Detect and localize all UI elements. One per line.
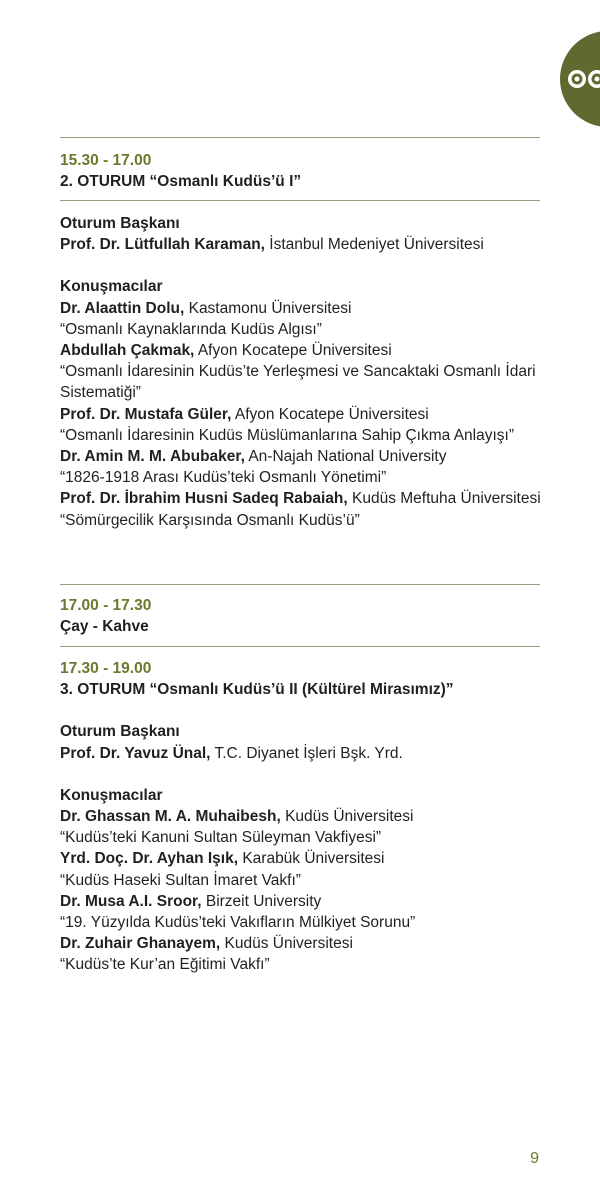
chair-heading: Oturum Başkanı <box>60 215 180 232</box>
speaker <box>60 446 550 488</box>
break-title: Çay - Kahve <box>60 618 149 636</box>
speaker <box>60 891 550 933</box>
break <box>60 595 550 637</box>
speaker-affiliation: Karabük Üniversitesi <box>238 850 385 868</box>
speaker <box>60 404 550 446</box>
speaker <box>60 806 550 848</box>
talk-title: “1826-1918 Arası Kudüs’teki Osmanlı Yönetimi” <box>60 469 387 487</box>
session-3 <box>60 658 550 976</box>
chair-name: Prof. Dr. Yavuz Ünal, <box>60 744 211 762</box>
chair-affiliation: T.C. Diyanet İşleri Bşk. Yrd. <box>210 744 403 762</box>
page-number: 9 <box>530 1150 539 1167</box>
speaker-affiliation: Kudüs Meftuha Üniversitesi <box>347 490 541 508</box>
speakers-heading: Konuşmacılar <box>60 278 163 296</box>
talk-title: “Osmanlı İdaresinin Kudüs’te Yerleşmesi ve Sancaktaki Osmanlı İdari Sistematiği” <box>60 363 536 402</box>
chair <box>60 743 550 764</box>
speaker-name: Dr. Musa A.I. Sroor, <box>60 892 202 910</box>
talk-title: “Kudüs Haseki Sultan İmaret Vakfı” <box>60 871 301 889</box>
talk-title: “Sömürgecilik Karşısında Osmanlı Kudüs’ü” <box>60 511 360 529</box>
speaker <box>60 340 550 404</box>
speaker-affiliation: Kastamonu Üniversitesi <box>184 299 352 317</box>
talk-title: “Osmanlı İdaresinin Kudüs Müslümanlarına Sahip Çıkma Anlayışı” <box>60 426 515 444</box>
speakers-heading: Konuşmacılar <box>60 786 163 804</box>
divider <box>60 200 540 201</box>
speaker <box>60 488 550 530</box>
speaker-name: Prof. Dr. Mustafa Güler, <box>60 405 232 423</box>
session-time: 15.30 - 17.00 <box>60 152 152 169</box>
speaker-affiliation: Kudüs Üniversitesi <box>280 808 414 826</box>
chair-affiliation: İstanbul Medeniyet Üniversitesi <box>264 236 484 254</box>
session-2-details <box>60 213 550 531</box>
chair-name: Prof. Dr. Lütfullah Karaman, <box>60 236 265 254</box>
speaker-affiliation: Afyon Kocatepe Üniversitesi <box>231 405 429 423</box>
speaker-name: Abdullah Çakmak, <box>60 342 195 360</box>
speaker <box>60 848 550 890</box>
break-time: 17.00 - 17.30 <box>60 597 152 614</box>
speaker-affiliation: Birzeit University <box>201 892 322 910</box>
talk-title: “Kudüs’teki Kanuni Sultan Süleyman Vakfiyesi” <box>60 829 382 847</box>
speaker-name: Dr. Alaattin Dolu, <box>60 299 185 317</box>
speaker-affiliation: Afyon Kocatepe Üniversitesi <box>194 342 392 360</box>
speaker <box>60 933 550 975</box>
session-title: 2. OTURUM “Osmanlı Kudüs’ü I” <box>60 173 302 191</box>
talk-title: “19. Yüzyılda Kudüs’teki Vakıfların Mülkiyet Sorunu” <box>60 914 416 932</box>
divider <box>60 584 540 585</box>
session-title: 3. OTURUM “Osmanlı Kudüs’ü II (Kültürel Mirasımız)” <box>60 681 454 699</box>
speaker-name: Dr. Ghassan M. A. Muhaibesh, <box>60 808 281 826</box>
speaker-name: Dr. Amin M. M. Abubaker, <box>60 448 245 466</box>
speaker-name: Yrd. Doç. Dr. Ayhan Işık, <box>60 850 239 868</box>
speaker-name: Prof. Dr. İbrahim Husni Sadeq Rabaiah, <box>60 490 348 508</box>
session-time: 17.30 - 19.00 <box>60 660 152 677</box>
talk-title: “Osmanlı Kaynaklarında Kudüs Algısı” <box>60 320 322 338</box>
chair <box>60 234 550 255</box>
chair-heading: Oturum Başkanı <box>60 723 180 741</box>
speaker-affiliation: Kudüs Üniversitesi <box>220 935 353 953</box>
speaker-name: Dr. Zuhair Ghanayem, <box>60 935 221 953</box>
speaker-affiliation: An-Najah National University <box>244 448 447 466</box>
corner-ornament <box>540 0 600 140</box>
talk-title: “Kudüs’te Kur’an Eğitimi Vakfı” <box>60 956 270 974</box>
divider <box>60 646 540 647</box>
divider <box>60 137 540 138</box>
session-2 <box>60 150 550 192</box>
speaker <box>60 298 550 340</box>
